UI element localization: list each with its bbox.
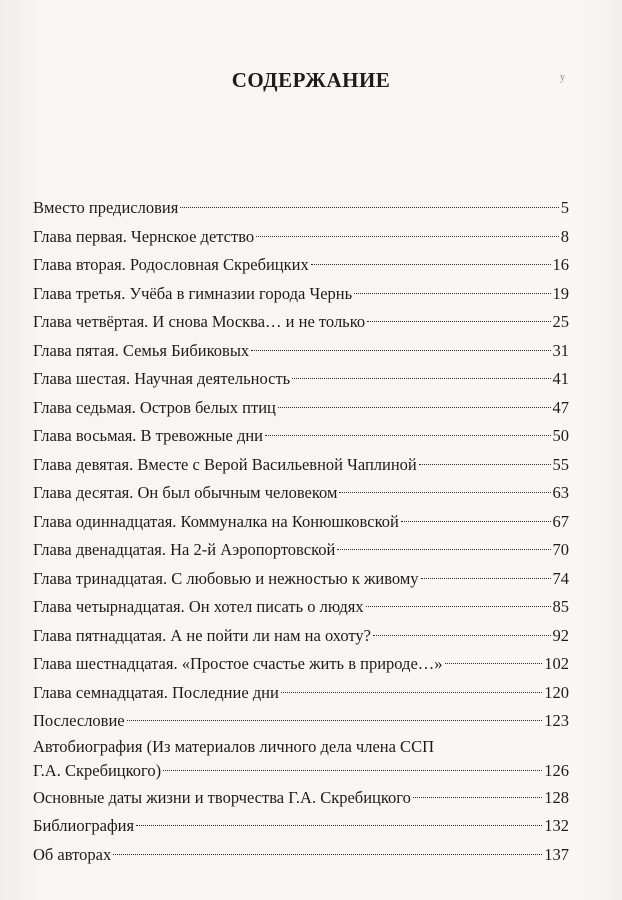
toc-entry-title: Послесловие	[33, 711, 125, 730]
toc-entry	[33, 451, 569, 480]
dot-leader	[113, 854, 542, 855]
dot-leader	[337, 549, 550, 550]
dot-leader	[373, 635, 550, 636]
toc-entry	[33, 841, 569, 870]
toc-entry-title: Глава десятая. Он был обычным человеком	[33, 483, 338, 502]
toc-entry-page: 55	[552, 454, 569, 474]
toc-entry	[33, 784, 569, 813]
toc-entry-title-line2: Г.А. Скребицкого)	[33, 760, 162, 780]
toc-entry-page: 47	[552, 397, 569, 417]
toc-entry-title: Глава пятая. Семья Бибиковых	[33, 340, 250, 360]
toc-entry-line2	[33, 758, 569, 784]
toc-entry-page: 85	[552, 597, 569, 616]
toc-entry-title: Глава седьмая. Остров белых птиц	[33, 397, 276, 417]
toc-entry	[33, 394, 569, 423]
toc-entry-page: 67	[552, 511, 569, 531]
toc-entry-page: 5	[560, 198, 569, 217]
dot-leader	[292, 378, 550, 379]
toc-entry	[33, 508, 569, 537]
dot-leader	[256, 236, 559, 237]
toc-entry-title: Глава первая. Чернское детство	[33, 226, 255, 246]
toc-entry	[33, 223, 569, 252]
dot-leader	[180, 207, 558, 208]
dot-leader	[136, 825, 542, 826]
toc-entry-page: 132	[544, 816, 569, 835]
dot-leader	[339, 492, 550, 493]
toc-entry-page: 74	[552, 568, 569, 588]
dot-leader	[401, 521, 551, 522]
toc-entry-page: 19	[552, 283, 569, 303]
dot-leader	[367, 321, 550, 322]
toc-entry-title: Глава тринадцатая. С любовью и нежностью к живому	[33, 568, 419, 588]
toc-entry-page: 41	[552, 369, 569, 388]
page-title: СОДЕРЖАНИЕ	[231, 68, 391, 92]
dot-leader	[413, 797, 542, 798]
toc-entry	[33, 479, 569, 508]
toc-entry-title: Глава восьмая. В тревожные дни	[33, 426, 264, 445]
corner-mark: у	[560, 72, 565, 83]
toc-entry	[33, 679, 569, 708]
dot-leader	[127, 720, 543, 721]
toc-entry-page: 63	[552, 483, 569, 502]
dot-leader	[311, 264, 551, 265]
toc-entry-title: Глава шестая. Научная деятельность	[33, 369, 291, 388]
toc-entry	[33, 622, 569, 651]
toc-entry	[33, 308, 569, 337]
dot-leader	[278, 407, 551, 408]
dot-leader	[265, 435, 550, 436]
toc-entry-page: 16	[552, 255, 569, 274]
toc-entry-page: 120	[544, 682, 569, 702]
toc-entry-title: Глава вторая. Родословная Скребицких	[33, 255, 309, 274]
toc-entry-title: Глава двенадцатая. На 2-й Аэропортовской	[33, 540, 336, 559]
toc-entry-title: Глава третья. Учёба в гимназии города Чернь	[33, 283, 353, 303]
toc-entry	[33, 280, 569, 309]
toc-entry-title: Вместо предисловия	[33, 198, 179, 217]
toc-entry	[33, 251, 569, 280]
dot-leader	[163, 770, 542, 771]
toc-entry	[33, 365, 569, 394]
toc-entry	[33, 812, 569, 841]
toc-entry-page: 126	[544, 760, 569, 780]
table-of-contents	[33, 194, 569, 869]
dot-leader	[354, 293, 550, 294]
toc-entry-page: 137	[544, 844, 569, 864]
dot-leader	[445, 663, 543, 664]
toc-entry	[33, 650, 569, 679]
toc-entry-page: 123	[544, 711, 569, 730]
toc-entry-title: Глава семнадцатая. Последние дни	[33, 682, 279, 702]
toc-entry-page: 102	[544, 654, 569, 673]
toc-entry-multiline	[33, 736, 569, 784]
toc-entry	[33, 337, 569, 366]
toc-entry-title: Глава шестнадцатая. «Простое счастье жить в природе…»	[33, 654, 443, 673]
toc-entry	[33, 194, 569, 223]
toc-entry	[33, 536, 569, 565]
toc-entry-page: 50	[552, 426, 569, 445]
toc-entry-page: 92	[552, 625, 569, 645]
toc-entry-title: Глава девятая. Вместе с Верой Васильевной Чаплиной	[33, 454, 417, 474]
toc-entry-page: 31	[552, 340, 569, 360]
toc-entry-page: 8	[560, 226, 569, 246]
toc-entry-title-line1: Автобиография (Из материалов личного дела члена ССП	[33, 736, 434, 756]
toc-entry	[33, 707, 569, 736]
dot-leader	[251, 350, 550, 351]
dot-leader	[419, 464, 551, 465]
toc-entry-page: 70	[552, 540, 569, 559]
toc-entry-title: Основные даты жизни и творчества Г.А. Скребицкого	[33, 787, 411, 807]
toc-entry	[33, 565, 569, 594]
toc-entry	[33, 593, 569, 622]
toc-entry-title: Глава четырнадцатая. Он хотел писать о людях	[33, 597, 364, 616]
dot-leader	[281, 692, 542, 693]
toc-entry-title: Глава пятнадцатая. А не пойти ли нам на охоту?	[33, 625, 372, 645]
toc-entry	[33, 422, 569, 451]
toc-entry-title: Глава четвёртая. И снова Москва… и не только	[33, 312, 366, 331]
toc-entry-title: Об авторах	[33, 844, 112, 864]
toc-entry-page: 25	[552, 312, 569, 331]
toc-entry-page: 128	[544, 787, 569, 807]
dot-leader	[421, 578, 551, 579]
toc-entry-title: Глава одиннадцатая. Коммуналка на Конюшковской	[33, 511, 399, 531]
toc-entry-title: Библиография	[33, 816, 135, 835]
dot-leader	[366, 606, 551, 607]
